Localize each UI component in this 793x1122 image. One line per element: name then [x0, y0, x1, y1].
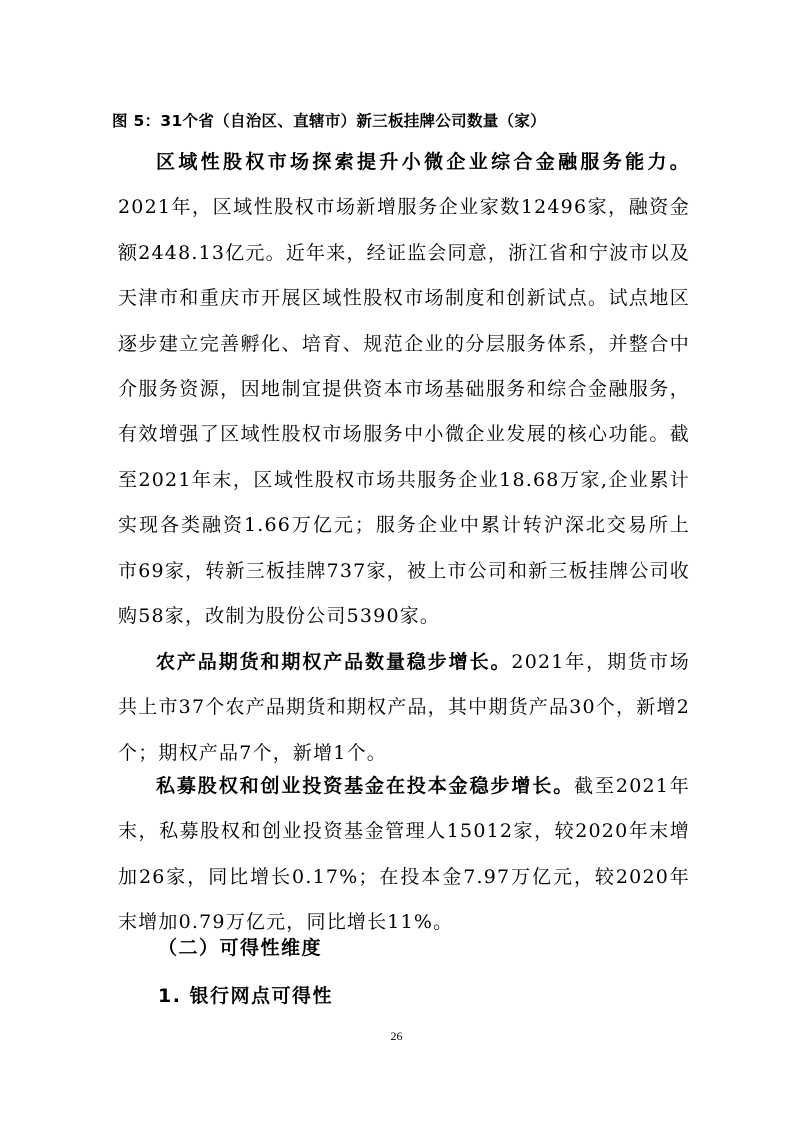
paragraph-body: 2021年，区域性股权市场新增服务企业家数12496家，融资金额2448.13亿元。近年来，经证监会同意，浙江省和宁波市以及天津市和重庆市开展区域性股权市场制度和创新试点。试点地区逐步建立完善孵化、培育、规范企业的分层服务体系，并整合中介服务资源，因地制宜提供资本市场基础服务和综合金融服务，有效增强了区域性股权市场服务中小微企业发展的核心功能。截至2021年末，区域性股权市场共服务企业18.68万家,企业累计实现各类融资1.66万亿元；服务企业中累计转沪深北交易所上市69家，转新三板挂牌737家，被上市公司和新三板挂牌公司收购58家，改制为股份公司5390家。: [118, 196, 690, 628]
subsection-heading: 1. 银行网点可得性: [158, 985, 334, 1007]
paragraph-agricultural-futures: [118, 640, 690, 776]
paragraph-lead: 私募股权和创业投资基金在投本金稳步增长。: [156, 775, 575, 797]
paragraph-private-equity-funds: [118, 764, 690, 946]
paragraph-lead: 区域性股权市场探索提升小微企业综合金融服务能力。: [156, 151, 690, 173]
figure-caption: 图 5：31个省（自治区、直辖市）新三板挂牌公司数量（家）: [112, 112, 546, 130]
page-number: 26: [390, 1029, 403, 1043]
section-heading: （二）可得性维度: [158, 937, 323, 959]
paragraph-body: 截至2021年末，私募股权和创业投资基金管理人15012家，较2020年末增加26家，同比增长0.17%；在投本金7.97万亿元，较2020年末增加0.79万亿元，同比增长11%。: [118, 775, 690, 934]
paragraph-lead: 农产品期货和期权产品数量稳步增长。: [156, 651, 512, 673]
paragraph-regional-equity-market: [118, 140, 690, 639]
paragraph-body: 2021年，期货市场共上市37个农产品期货和期权产品，其中期货产品30个，新增2个；期权产品7个，新增1个。: [118, 651, 690, 764]
